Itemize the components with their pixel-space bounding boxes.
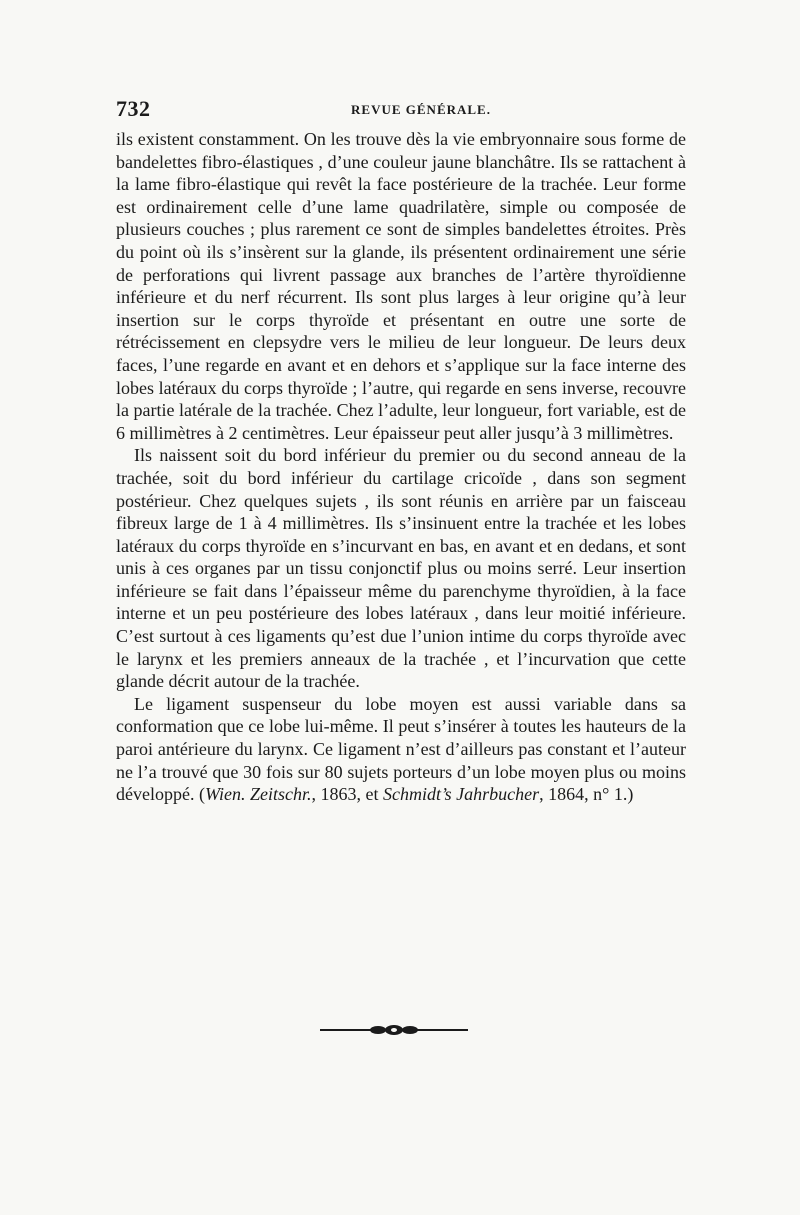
page-number: 732 (116, 96, 151, 121)
paragraph-3 (116, 693, 686, 806)
body-text (116, 128, 686, 806)
citation-mid: , 1863, et (311, 784, 383, 805)
ornament-divider-icon (320, 1022, 468, 1038)
running-head: REVUE GÉNÉRALE. (351, 102, 491, 117)
paragraph-2: Ils naissent soit du bord inférieur du premier ou du second anneau de la trachée, soit du bord inférieur du cartilage cricoïde , dans son segment postérieur. Chez quelques sujets , ils sont réunis en arrière par un faisceau fibreux large de 1 à 4 millimètres. Ils s’insinuent entre la trachée et les lobes latéraux du corps thyroïde en s’incurvant en bas, en avant et en dedans, et sont unis à ces organes par un tissu conjonctif plus ou moins serré. Leur insertion inférieure se fait dans l’épaisseur même du parenchyme thyroïdien, à la face interne et un peu postérieure des lobes latéraux , dans leur moitié inférieure. C’est surtout à ces ligaments qu’est due l’union intime du corps thyroïde avec le larynx et les premiers anneaux de la trachée , et l’incurvation que cette glande décrit autour de la trachée. (116, 445, 686, 692)
citation-journal: Wien. Zeitschr. (204, 784, 312, 805)
paragraph-3-text: Le ligament suspenseur du lobe moyen est aussi variable dans sa conformation que ce lobe lui-même. Il peut s’insérer à toutes les hauteurs de la paroi antérieure du larynx. Ce ligament n’est d’ailleurs pas constant et l’auteur ne l’a trouvé que 30 fois sur 80 sujets porteurs d’un lobe moyen plus ou moins développé. ( (116, 693, 686, 805)
paragraph-1: ils existent constamment. On les trouve dès la vie embryonnaire sous forme de bandelettes fibro-élastiques , d’une couleur jaune blanchâtre. Ils se rattachent à la lame fibro-élastique qui revêt la face postérieure de la trachée. Leur forme est ordinairement celle d’une lame quadrilatère, simple ou composée de plusieurs couches ; plus rarement ce sont de simples bandelettes étroites. Près du point où ils s’insèrent sur la glande, ils présentent ordinairement une série de perforations qui livrent passage aux branches de l’artère thyroïdienne inférieure et du nerf récurrent. Ils sont plus larges à leur origine qu’à leur insertion sur le corps thyroïde et présentant en outre une sorte de rétrécissement en clepsydre vers le milieu de leur longueur. De leurs deux faces, l’une regarde en avant et en dehors et s’applique sur la face interne des lobes latéraux du corps thyroïde ; l’autre, qui regarde en sens inverse, recouvre la partie latérale de la trachée. Chez l’adulte, leur longueur, fort variable, est de 6 millimètres à 2 centimètres. Leur épaisseur peut aller jusqu’à 3 millimètres. (116, 129, 686, 443)
page-header (116, 96, 686, 126)
citation-tail: , 1864, n° 1.) (539, 784, 634, 805)
citation-jahrbucher: Schmidt’s Jahrbucher (382, 784, 540, 805)
